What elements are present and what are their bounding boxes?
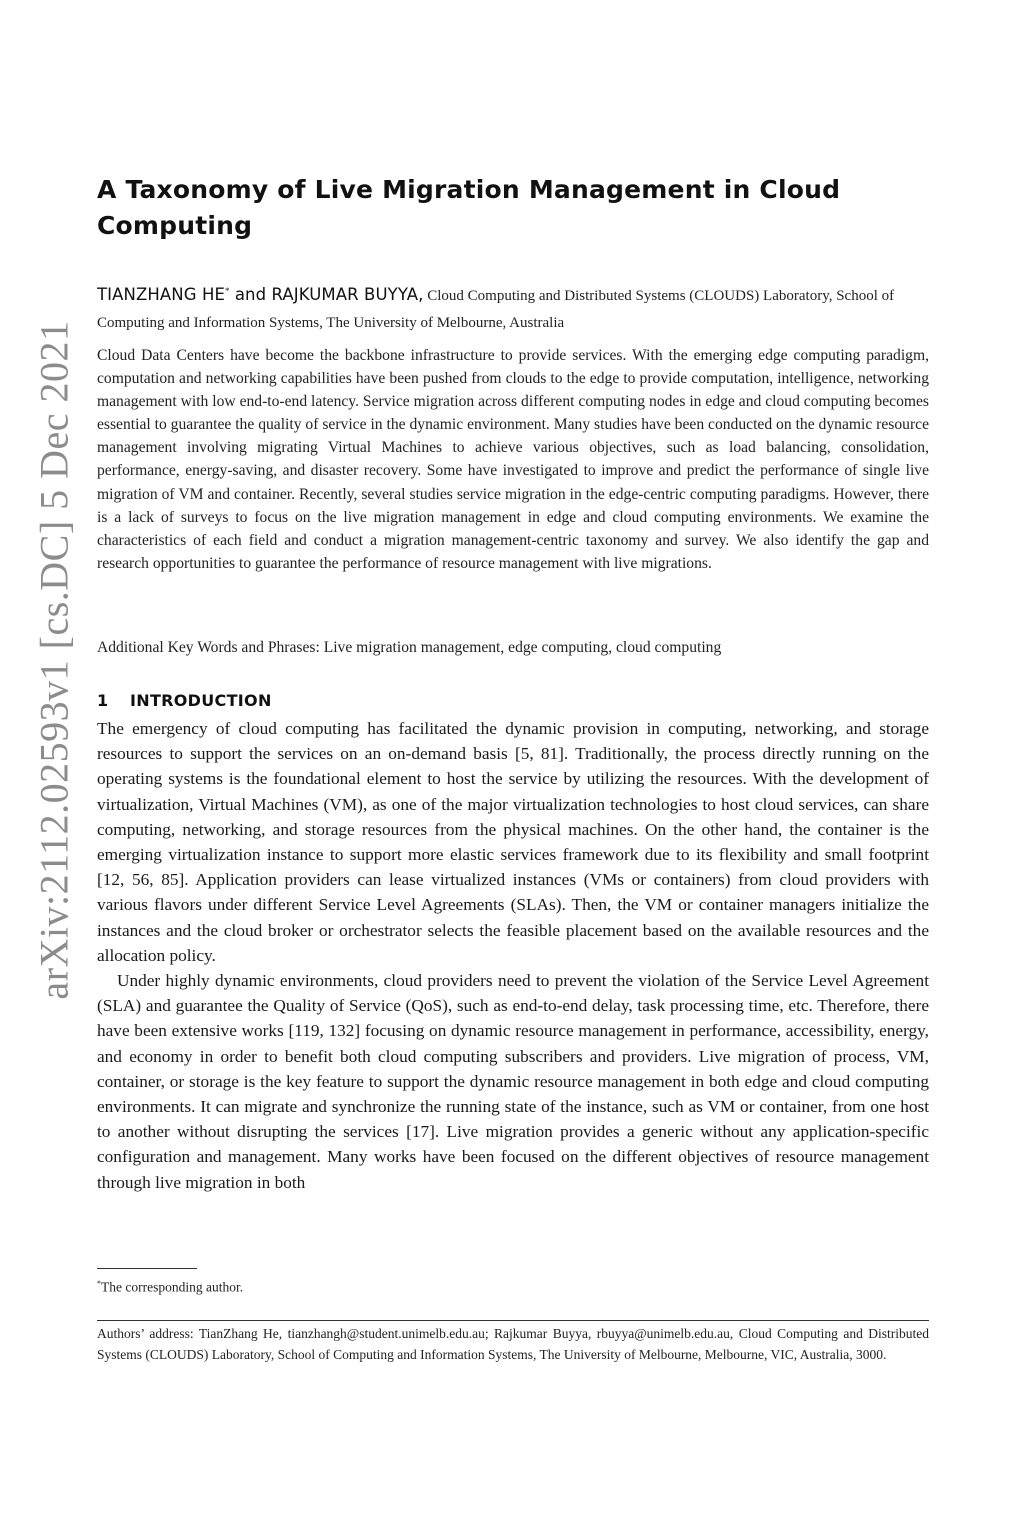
section-title: INTRODUCTION [130, 691, 272, 710]
keywords: Additional Key Words and Phrases: Live migration management, edge computing, cloud computing [97, 639, 722, 656]
author-block [97, 278, 937, 337]
body-paragraph: The emergency of cloud computing has facilitated the dynamic provision in computing, networking, and storage resources to support the services on an on-demand basis [5, 81]. Traditionally, the process directly running on the operating systems is the foundational element to host the service by utilizing the resources. With the development of virtualization, Virtual Machines (VM), as one of the major virtualization technologies to host cloud services, can share computing, networking, and storage resources from the physical machines. On the other hand, the container is the emerging virtualization instance to support more elastic services framework due to its flexibility and small footprint [12, 56, 85]. Application providers can lease virtualized instances (VMs or containers) from cloud providers with various flavors under different Service Level Agreements (SLAs). Then, the VM or container managers initialize the instances and the cloud broker or orchestrator selects the feasible placement based on the available resources and the allocation policy. [97, 719, 929, 965]
footnote-mark: * [97, 1279, 101, 1288]
body-paragraph: Under highly dynamic environments, cloud providers need to prevent the violation of the Service Level Agreement (SLA) and guarantee the Quality of Service (QoS), such as end-to-end delay, task processing time, etc. Therefore, there have been extensive works [119, 132] focusing on dynamic resource management in performance, accessibility, energy, and economy in order to benefit both cloud computing subscribers and providers. Live migration of process, VM, container, or storage is the key feature to support the dynamic resource management in both edge and cloud computing environments. It can migrate and synchronize the running state of the instance, such as VM or container, from one host to another without disrupting the services [17]. Live migration provides a generic without any application-specific configuration and management. Many works have been focused on the different objectives of resource management through live migration in both [97, 971, 929, 1192]
section-number: 1 [97, 691, 109, 710]
footnote-text: The corresponding author. [101, 1279, 244, 1295]
arxiv-identifier: arXiv:2112.02593v1 [cs.DC] 5 Dec 2021 [31, 320, 77, 1000]
author-name-2: and RAJKUMAR BUYYA, [229, 285, 424, 304]
paper-title: A Taxonomy of Live Migration Management in Cloud Computing [97, 175, 841, 240]
corresponding-author-mark: * [224, 286, 230, 296]
section-heading-introduction [97, 689, 272, 713]
abstract: Cloud Data Centers have become the backbone infrastructure to provide services. With the emerging edge computing paradigm, computation and networking capabilities have been pushed from clouds to the edge to provide computation, intelligence, networking management with low end-to-end latency. Service migration across different computing nodes in edge and cloud computing becomes essential to guarantee the quality of service in the dynamic environment. Many studies have been conducted on the dynamic resource management involving migrating Virtual Machines to achieve various objectives, such as load balancing, consolidation, performance, energy-saving, and disaster recovery. Some have investigated to improve and predict the performance of single live migration of VM and container. Recently, several studies service migration in the edge-centric computing paradigms. However, there is a lack of surveys to focus on the live migration management in edge and cloud computing environments. We examine the characteristics of each field and conduct a migration management-centric taxonomy and survey. We also identify the gap and research opportunities to guarantee the performance of resource management with live migrations. [97, 347, 929, 572]
author-affiliation: Cloud Computing and Distributed Systems (CLOUDS) Laboratory, School of Computing and Information Systems, The University of Melbourne, Australia [97, 288, 895, 331]
footnote [97, 1274, 243, 1298]
introduction-body [97, 716, 929, 1195]
footnote-rule [97, 1268, 197, 1269]
address-rule [97, 1320, 929, 1321]
author-name-1: TIANZHANG HE [97, 285, 225, 304]
authors-address: Authors’ address: TianZhang He, tianzhangh@student.unimelb.edu.au; Rajkumar Buyya, rbuyya@unimelb.edu.au, Cloud Computing and Distributed Systems (CLOUDS) Laboratory, School of Computing and Information Systems, The University of Melbourne, Melbourne, VIC, Australia, 3000. [97, 1326, 929, 1362]
